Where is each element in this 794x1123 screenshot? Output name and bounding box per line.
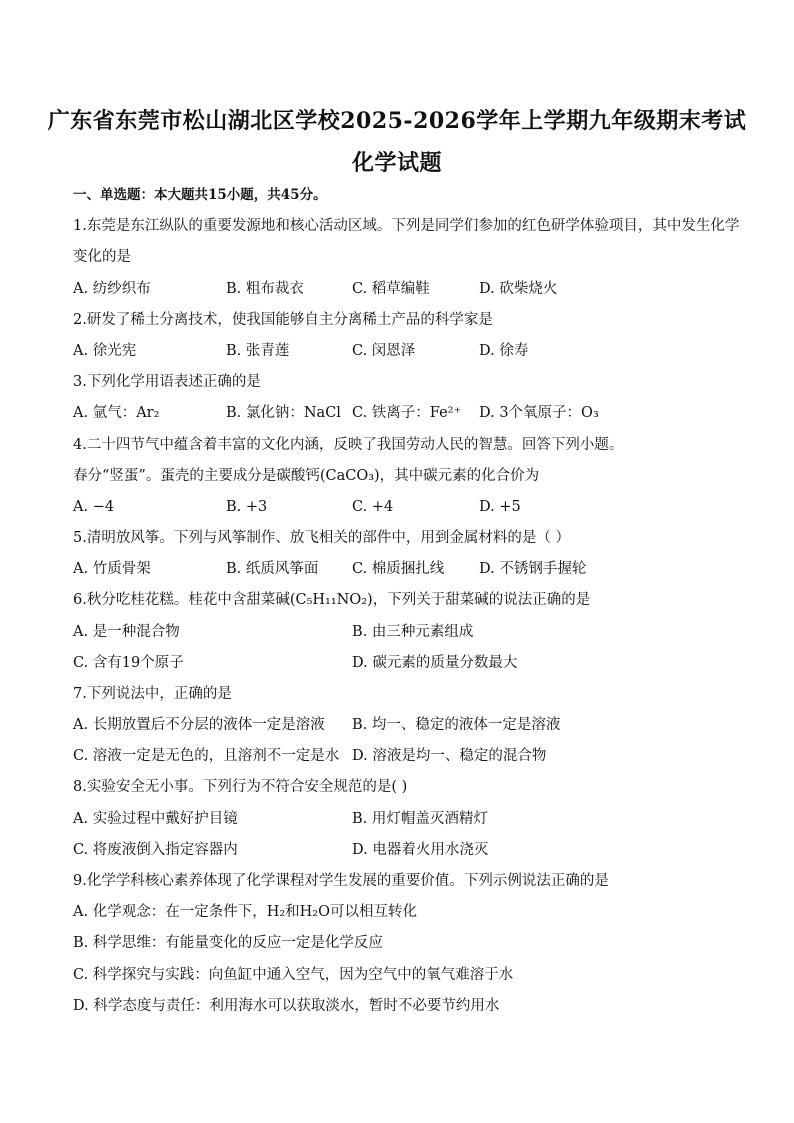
- q2-option-a: A. 徐光宪: [73, 343, 137, 359]
- q6-option-b: B. 由三种元素组成: [352, 624, 474, 640]
- q3-option-c: C. 铁离子：Fe²⁺: [352, 405, 462, 421]
- q4-option-d: D. +5: [479, 499, 521, 515]
- q6-option-c: C. 含有19个原子: [73, 655, 184, 671]
- q6-option-a: A. 是一种混合物: [73, 624, 180, 640]
- q4-stem-line2: 春分“竖蛋”。蛋壳的主要成分是碳酸钙(CaCO₃)，其中碳元素的化合价为: [73, 468, 540, 484]
- q5-stem: 5.清明放风筝。下列与风筝制作、放飞相关的部件中，用到金属材料的是（ ）: [73, 530, 570, 546]
- q1-option-c: C. 稻草编鞋: [352, 281, 430, 297]
- q1-option-d: D. 砍柴烧火: [479, 281, 558, 297]
- q4-option-c: C. +4: [352, 499, 394, 515]
- q7-option-d: D. 溶液是均一、稳定的混合物: [352, 748, 547, 764]
- q7-option-a: A. 长期放置后不分层的液体一定是溶液: [73, 717, 325, 733]
- q9-option-d: D. 科学态度与责任：利用海水可以获取淡水，暂时不必要节约用水: [73, 998, 500, 1014]
- q9-option-b: B. 科学思维：有能量变化的反应一定是化学反应: [73, 935, 383, 951]
- q7-stem: 7.下列说法中，正确的是: [73, 686, 232, 702]
- q5-option-c: C. 棉质捆扎线: [352, 561, 445, 577]
- section-heading: 一、单选题：本大题共15小题，共45分。: [73, 187, 327, 203]
- q9-option-c: C. 科学探究与实践：向鱼缸中通入空气，因为空气中的氧气难溶于水: [73, 967, 514, 983]
- q8-option-c: C. 将废液倒入指定容器内: [73, 842, 238, 858]
- q2-option-b: B. 张青莲: [226, 343, 290, 359]
- q3-stem: 3.下列化学用语表述正确的是: [73, 374, 261, 390]
- q7-option-b: B. 均一、稳定的液体一定是溶液: [352, 717, 561, 733]
- q4-option-a: A. −4: [73, 499, 115, 515]
- q3-option-b: B. 氯化钠：NaCl: [226, 405, 341, 421]
- q4-option-b: B. +3: [226, 499, 268, 515]
- q1-option-a: A. 纺纱织布: [73, 281, 151, 297]
- q6-option-d: D. 碳元素的质量分数最大: [352, 655, 518, 671]
- q1-option-b: B. 粗布裁衣: [226, 281, 304, 297]
- q3-option-a: A. 氩气：Ar₂: [73, 405, 160, 421]
- q2-option-d: D. 徐寿: [479, 343, 529, 359]
- q1-stem-line2: 变化的是: [73, 249, 131, 265]
- q9-stem: 9.化学学科核心素养体现了化学课程对学生发展的重要价值。下列示例说法正确的是: [73, 873, 609, 889]
- q2-stem: 2.研发了稀土分离技术，使我国能够自主分离稀土产品的科学家是: [73, 312, 493, 328]
- q5-option-a: A. 竹质骨架: [73, 561, 151, 577]
- q8-option-d: D. 电器着火用水浇灭: [352, 842, 489, 858]
- q8-option-b: B. 用灯帽盖灭酒精灯: [352, 811, 488, 827]
- q5-option-b: B. 纸质风筝面: [226, 561, 319, 577]
- q7-option-c: C. 溶液一定是无色的，且溶剂不一定是水: [73, 748, 340, 764]
- q8-option-a: A. 实验过程中戴好护目镜: [73, 811, 238, 827]
- q1-stem-line1: 1.东莞是东江纵队的重要发源地和核心活动区域。下列是同学们参加的红色研学体验项目，其中发生化学: [73, 218, 740, 234]
- q4-stem-line1: 4.二十四节气中蕴含着丰富的文化内涵，反映了我国劳动人民的智慧。回答下列小题。: [73, 437, 624, 453]
- q6-stem: 6.秋分吃桂花糕。桂花中含甜菜碱(C₅H₁₁NO₂)，下列关于甜菜碱的说法正确的是: [73, 592, 591, 608]
- exam-title-line1: 广东省东莞市松山湖北区学校2025-2026学年上学期九年级期末考试: [47, 108, 747, 134]
- q3-option-d: D. 3个氧原子：O₃: [479, 405, 599, 421]
- exam-title-line2: 化学试题: [351, 150, 442, 176]
- q8-stem: 8.实验安全无小事。下列行为不符合安全规范的是( ): [73, 779, 408, 795]
- q9-option-a: A. 化学观念：在一定条件下，H₂和H₂O可以相互转化: [73, 904, 417, 920]
- q2-option-c: C. 闵恩泽: [352, 343, 416, 359]
- q5-option-d: D. 不锈钢手握轮: [479, 561, 587, 577]
